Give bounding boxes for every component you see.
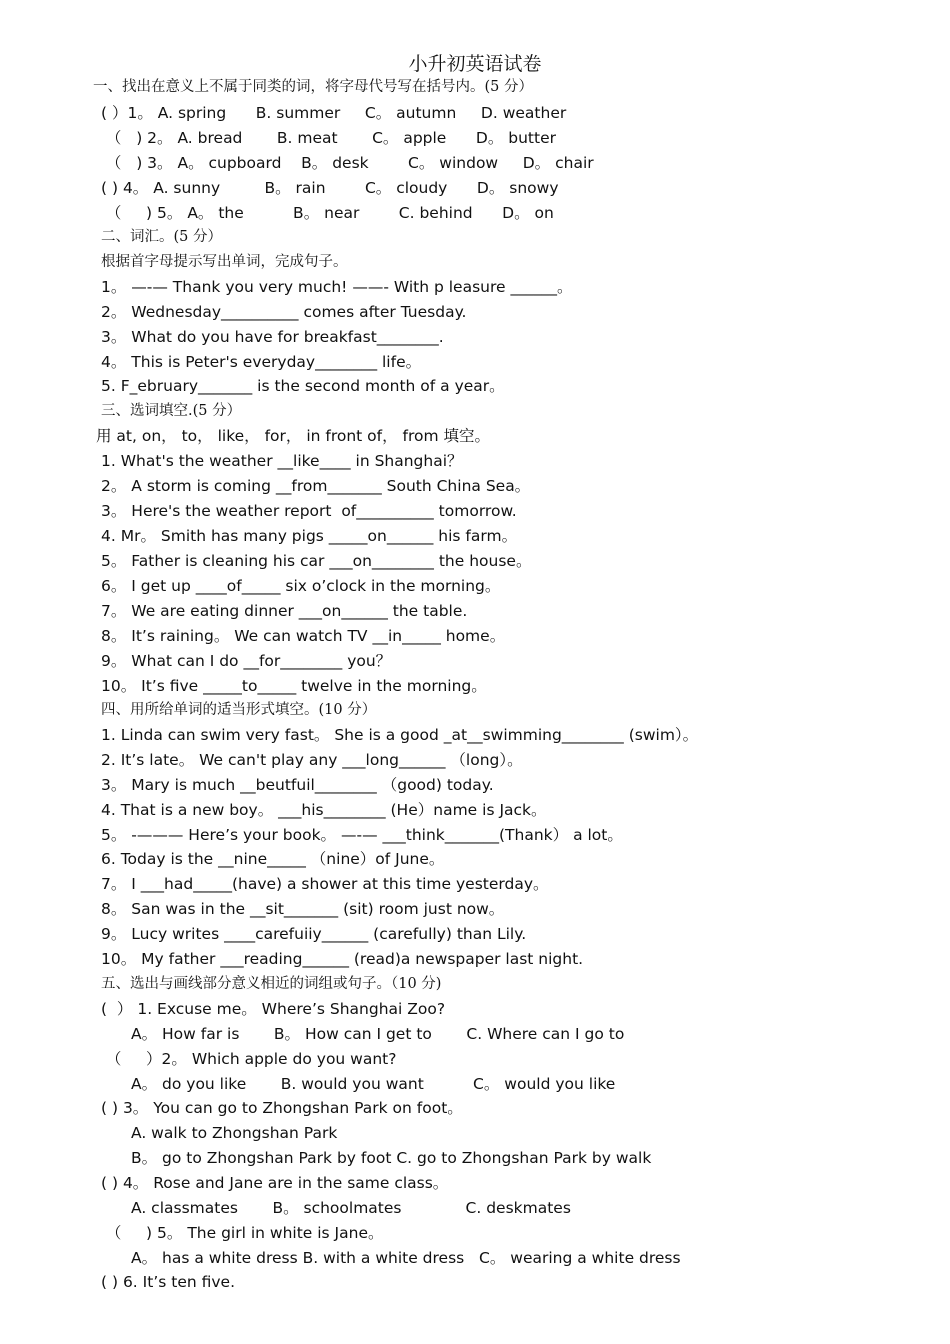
question-line: 1。 —-— Thank you very much! ——- With p leasure ______。 [101,278,573,296]
section-1-heading: 一、找出在意义上不属于同类的词，将字母代号写在括号内。(5 分） [93,79,533,95]
question-line: 6。 I get up ____of_____ six o’clock in the morning。 [101,577,501,595]
section-4-heading: 四、用所给单词的适当形式填空。(10 分） [101,702,377,718]
question-line: 4。 This is Peter's everyday________ life。 [101,353,422,371]
question-line: 8。 San was in the __sit_______ (sit) room just now。 [101,900,505,918]
question-line: ( ）1。 A. spring B. summer C。 autumn D. weather [101,104,567,122]
question-line: （ ) 3。 A。 cupboard B。 desk C。 window D。 chair [101,154,594,172]
question-line: 9。 Lucy writes ____carefuiiy______ (carefully) than Lily. [101,925,527,943]
question-line: （ ) 5。 A。 the B。 near C. behind D。 on [101,204,554,222]
question-line: ( ) 4。 A. sunny B。 rain C。 cloudy D。 snowy [101,179,559,197]
question-line: 1. What's the weather __like____ in Shanghai？ [101,452,463,470]
question-line: 4. That is a new boy。 ___his________ (He）name is Jack。 [101,801,547,819]
question-line: 6. Today is the __nine_____ （nine）of June。 [101,850,445,868]
question-line: ( ) 3。 You can go to Zhongshan Park on foot。 [101,1099,463,1117]
question-line: 2。 A storm is coming __from_______ South China Sea。 [101,477,531,495]
answer-options: A。 has a white dress B. with a white dress C。 wearing a white dress [131,1249,681,1267]
question-line: （ ）2。 Which apple do you want? [101,1050,397,1068]
question-line: 10。 My father ___reading______ (read)a newspaper last night. [101,950,584,968]
question-line: 3。 Mary is much __beutfuil________ （good) today. [101,776,494,794]
question-line: 7。 I ___had_____(have) a shower at this time yesterday。 [101,875,549,893]
section-5-heading: 五、选出与画线部分意义相近的词组或句子。（10 分) [101,976,442,992]
question-line: 5。 Father is cleaning his car ___on________ the house。 [101,552,532,570]
question-line: ( ) 4。 Rose and Jane are in the same class。 [101,1174,449,1192]
answer-options: A。 How far is B。 How can I get to C. Where can I go to [131,1025,625,1043]
question-line: 1. Linda can swim very fast。 She is a good _at__swimming________ (swim）。 [101,726,699,744]
section-2-instruction: 根据首字母提示写出单词，完成句子。 [101,254,348,270]
question-line: ( ) 6. It’s ten five. [101,1273,236,1291]
section-3-heading: 三、选词填空.(5 分） [101,403,242,419]
section-3-instruction: 用 at, on， to， like， for， in front of， from 填空。 [96,427,491,445]
question-line: 8。 It’s raining。 We can watch TV __in_____ home。 [101,627,506,645]
question-line: 9。 What can I do __for________ you？ [101,652,392,670]
page-title: 小升初英语试卷 [408,53,542,75]
question-line: 3。 Here's the weather report of__________ tomorrow. [101,502,517,520]
question-line: （ ) 5。 The girl in white is Jane。 [101,1224,384,1242]
question-line: 5. F_ebruary_______ is the second month of a year。 [101,377,505,395]
section-2-heading: 二、词汇。(5 分） [101,229,222,245]
question-line: 3。 What do you have for breakfast________. [101,328,444,346]
question-line: 2。 Wednesday__________ comes after Tuesday. [101,303,467,321]
question-line: 10。 It’s five _____to_____ twelve in the morning。 [101,677,487,695]
answer-options: A. walk to Zhongshan Park [131,1124,338,1142]
question-line: 7。 We are eating dinner ___on______ the table. [101,602,468,620]
question-line: 2. It’s late。 We can't play any ___long______ （long）。 [101,751,523,769]
answer-options: A。 do you like B. would you want C。 would you like [131,1075,616,1093]
answer-options: A. classmates B。 schoolmates C. deskmates [131,1199,571,1217]
question-line: ( ） 1. Excuse me。 Where’s Shanghai Zoo? [101,1000,446,1018]
question-line: 5。 -——— Here’s your book。 —-— ___think_______(Thank） a lot。 [101,826,623,844]
question-line: 4. Mr。 Smith has many pigs _____on______ his farm。 [101,527,518,545]
answer-options: B。 go to Zhongshan Park by foot C. go to Zhongshan Park by walk [131,1149,652,1167]
question-line: （ ) 2。 A. bread B. meat C。 apple D。 butter [101,129,556,147]
